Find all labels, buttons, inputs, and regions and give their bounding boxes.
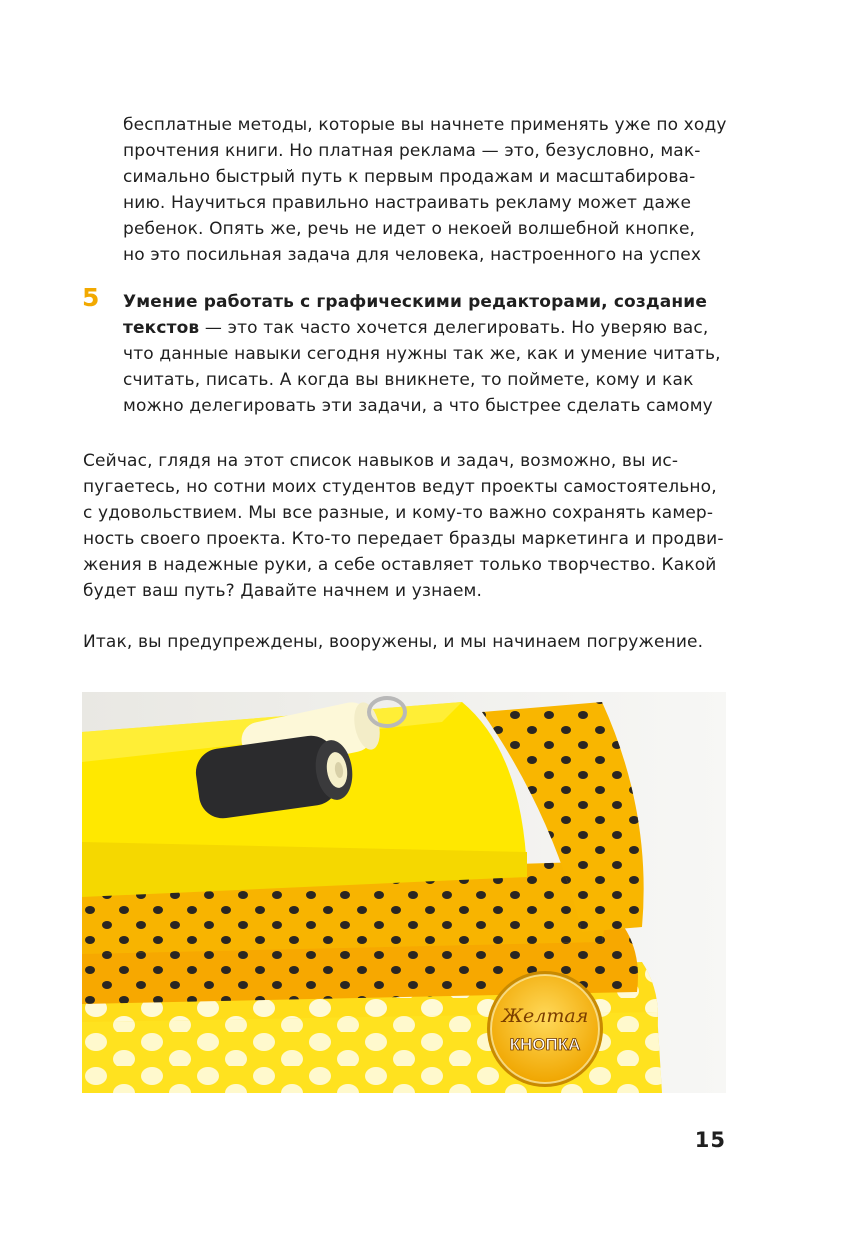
text-line: но это посильная задача для человека, настроенного на успех [123,245,702,265]
text-line: что данные навыки сегодня нужны так же, как и умение читать, [123,344,721,364]
text-line: бесплатные методы, которые вы начнете применять уже по ходу [123,115,727,135]
text-line: нию. Научиться правильно настраивать рекламу может даже [123,193,692,213]
text-line: прочтения книги. Но платная реклама — это, безусловно, мак- [123,141,701,161]
text-line: пугаетесь, но сотни моих студентов ведут проекты самостоятельно, [83,477,717,497]
text-line: Сейчас, глядя на этот список навыков и задач, возможно, вы ис- [83,451,679,471]
item-heading-end: текстов [123,318,200,338]
text-line: с удовольствием. Мы все разные, и кому-то важно сохранять камер- [83,503,714,523]
badge-logo [487,971,603,1087]
text-line: Итак, вы предупреждены, вооружены, и мы начинаем погружение. [83,632,704,652]
list-number: 5 [82,283,100,312]
text-line [123,315,708,341]
badge-main-text: КНОПКА [509,1035,581,1054]
text-line: считать, писать. А когда вы вникнете, то поймете, кому и как [123,370,694,390]
page-number: 15 [694,1128,726,1152]
text-line: ность своего проекта. Кто-то передает бразды маркетинга и продви- [83,529,724,549]
text-line: будет ваш путь? Давайте начнем и узнаем. [83,581,483,601]
text-line: ребенок. Опять же, речь не идет о некоей волшебной кнопке, [123,219,696,239]
text-line: можно делегировать эти задачи, а что быстрее сделать самому [123,396,713,416]
item-text: — это так часто хочется делегировать. Но уверяю вас, [199,318,709,338]
text-line: жения в надежные руки, а себе оставляет только творчество. Какой [83,555,717,575]
text-line: симально быстрый путь к первым продажам и масштабирова- [123,167,696,187]
fabric-photo [82,692,726,1093]
badge-script-text: Желтая [501,1005,589,1027]
item-heading: Умение работать с графическими редакторами, создание [123,292,708,312]
